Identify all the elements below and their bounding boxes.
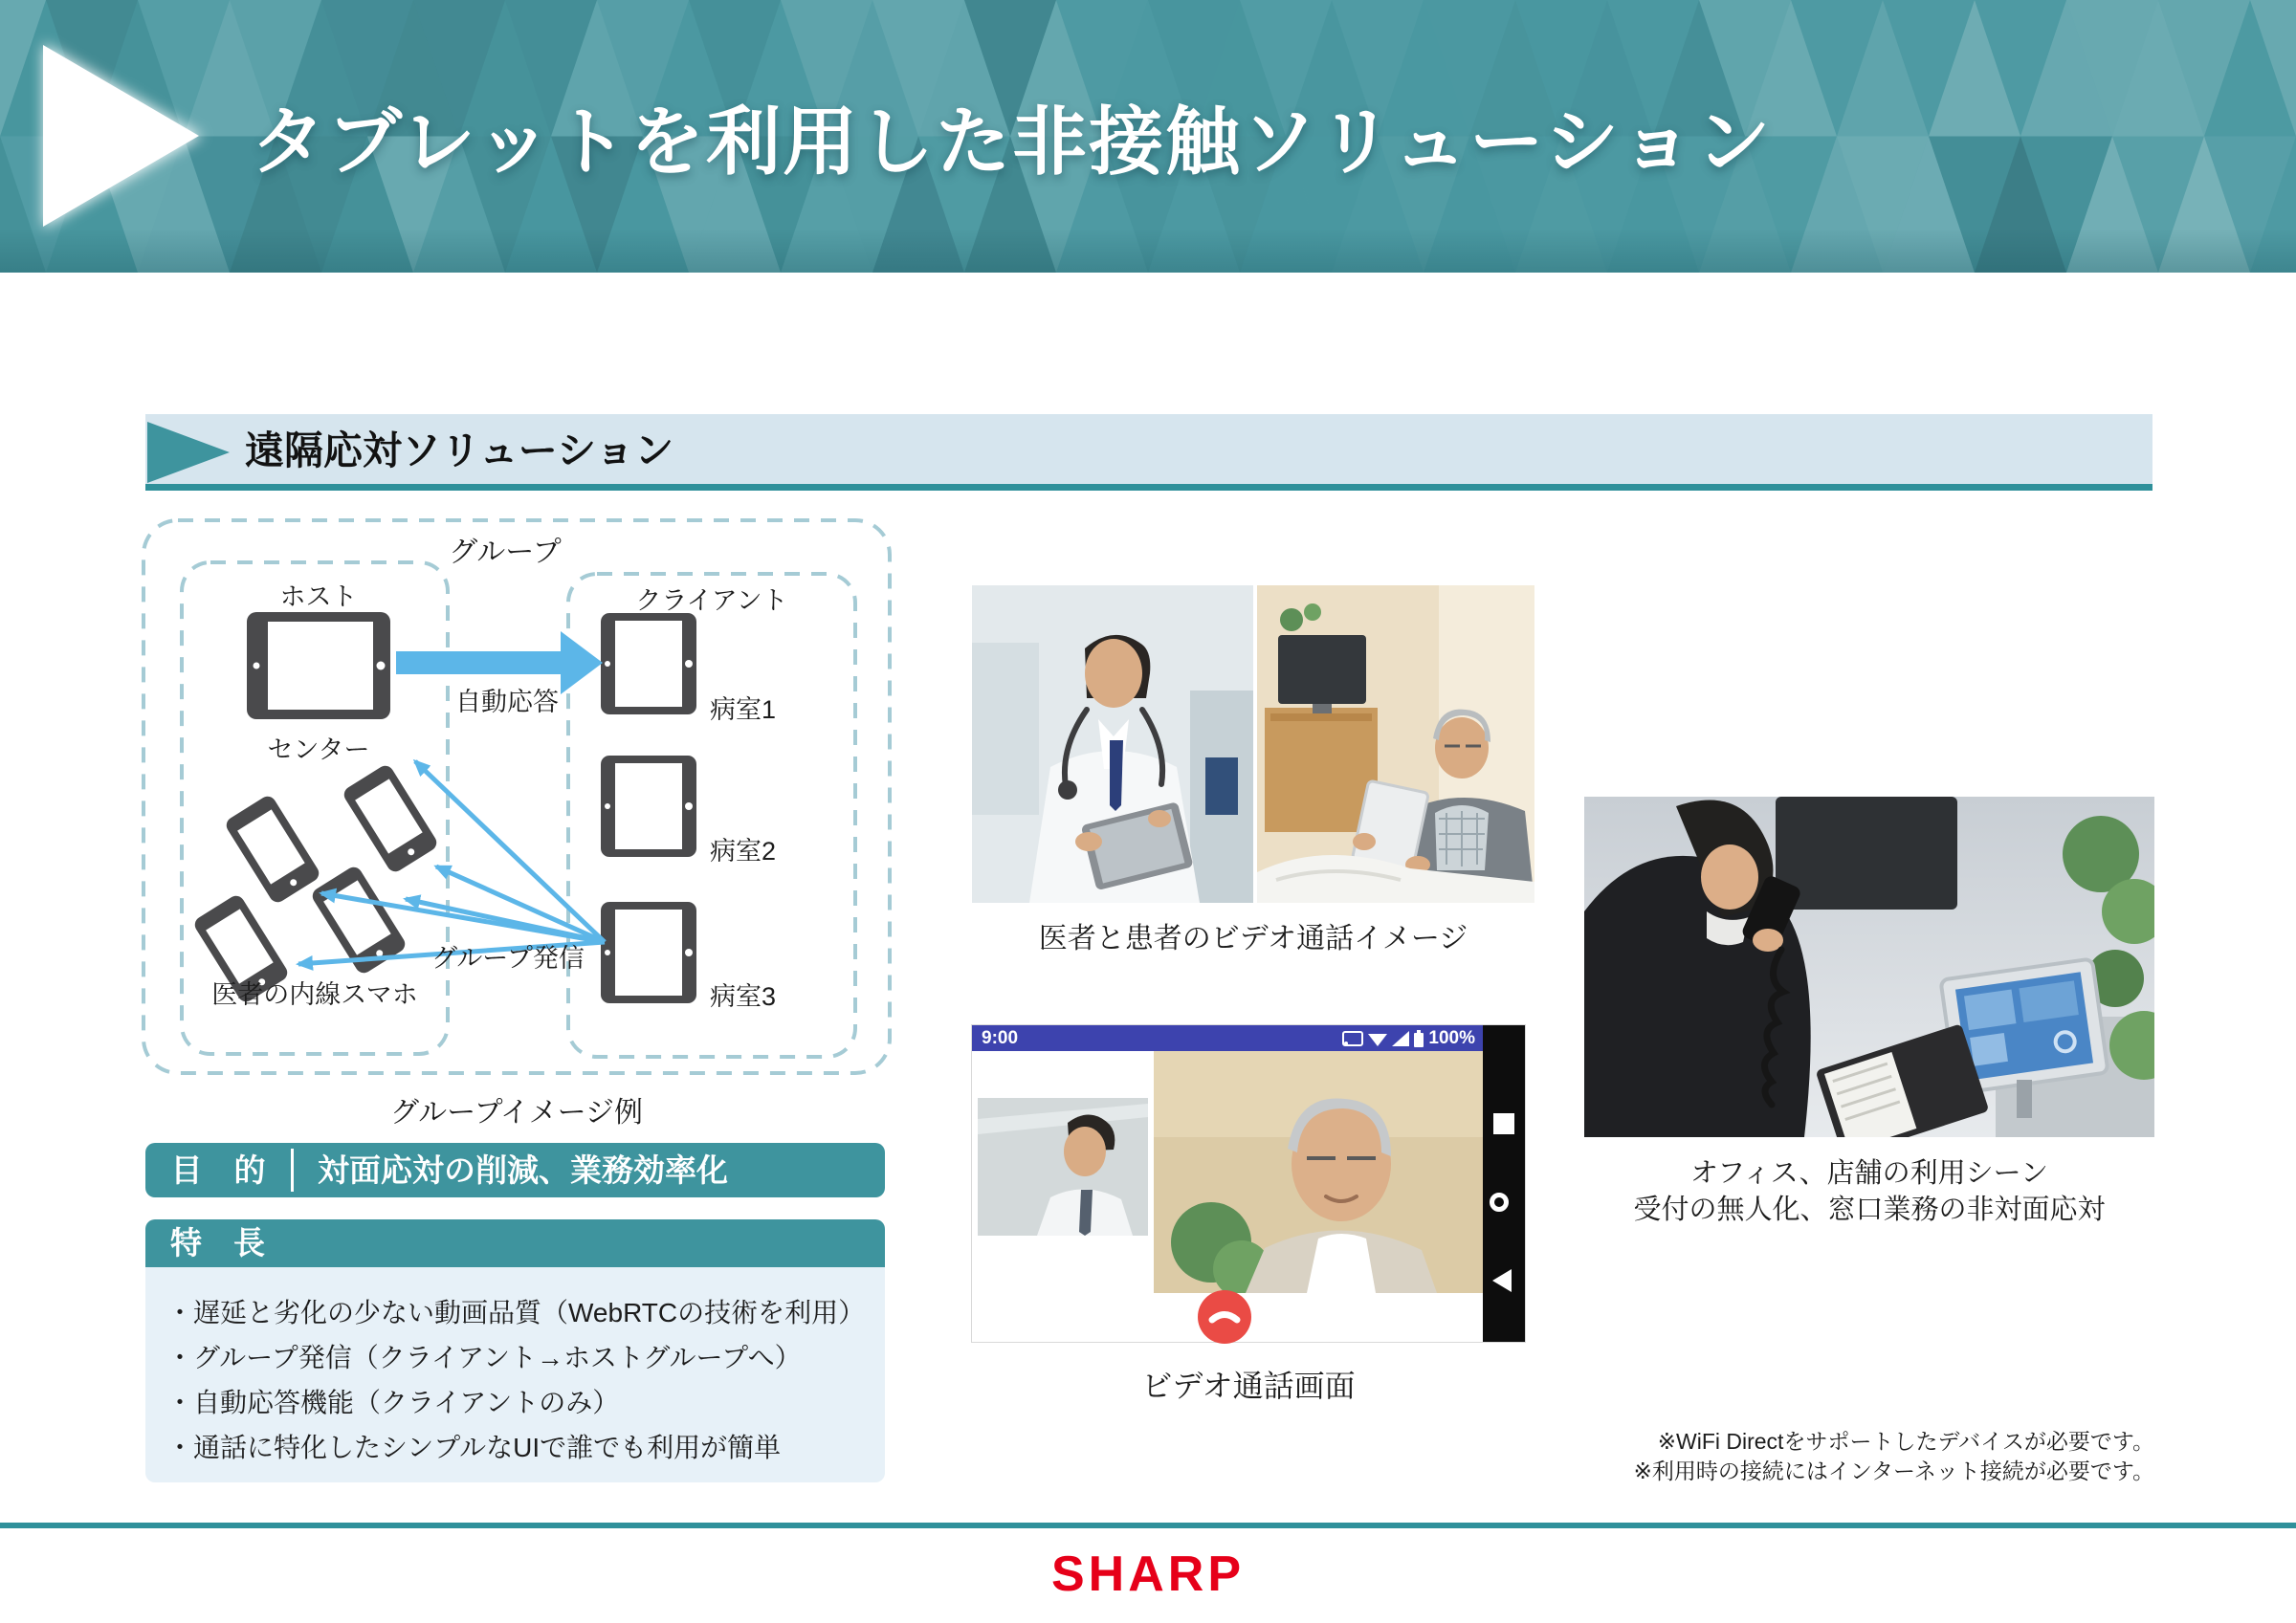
battery-icon [1414, 1030, 1424, 1047]
label-auto-answer: 自動応答 [455, 688, 559, 716]
label-group-call: グループ発信 [431, 944, 585, 973]
video-call-screenshot [972, 1025, 1525, 1342]
features-label: 特 長 [170, 1225, 265, 1261]
features-header [145, 1219, 885, 1267]
client-tablet-room2-icon [601, 756, 696, 857]
feature-item: ・自動応答機能（クライアントのみ） [166, 1388, 620, 1417]
footnotes [1580, 1427, 2154, 1486]
client-tablet-room3-icon [601, 902, 696, 1003]
play-arrow-icon [43, 45, 199, 227]
label-center: センター [267, 735, 370, 764]
feature-item: ・通話に特化したシンプルなUIで誰でも利用が簡単 [166, 1433, 782, 1462]
chevron-right-icon [147, 422, 230, 483]
back-triangle-icon[interactable] [1492, 1269, 1512, 1292]
phone-down-icon [1198, 1290, 1251, 1344]
patient-photo [1257, 585, 1534, 903]
battery-percentage: 100% [1428, 1028, 1475, 1048]
home-circle-icon[interactable] [1490, 1193, 1509, 1212]
purpose-label: 目 的 [170, 1152, 266, 1188]
android-nav-bar [1483, 1025, 1525, 1342]
purpose-bar [145, 1143, 885, 1197]
diagram-caption: グループイメージ例 [390, 1097, 643, 1129]
office-photo [1584, 797, 2154, 1137]
section-title: 遠隔応対ソリューション [245, 428, 674, 472]
label-client: クライアント [635, 586, 788, 615]
phone-status-bar [972, 1025, 1483, 1051]
end-call-button[interactable] [1198, 1290, 1251, 1344]
doctor-photo [972, 585, 1253, 903]
footnote-line: ※WiFi Directをサポートしたデバイスが必要です。 [1657, 1429, 2154, 1454]
status-time: 9:00 [982, 1028, 1019, 1048]
main-patient-video [1154, 1051, 1483, 1293]
client-tablet-room1-icon [601, 613, 696, 714]
feature-item: ・グループ発信（クライアント→ホストグループへ） [166, 1343, 802, 1372]
label-room1: 病室1 [710, 695, 777, 724]
label-group: グループ [449, 537, 562, 568]
footer-rule [0, 1523, 2296, 1528]
purpose-text: 対面応対の削減、業務効率化 [318, 1152, 728, 1188]
sharp-logo: SHARP [1050, 1546, 1246, 1602]
group-diagram [96, 516, 918, 1133]
label-host: ホスト [279, 582, 358, 611]
smartphone-icon [341, 762, 439, 874]
label-room2: 病室2 [710, 837, 777, 866]
features-panel [145, 1219, 885, 1482]
purpose-divider [291, 1149, 294, 1192]
header-shade [0, 229, 2296, 273]
features-body [145, 1267, 885, 1482]
screen-cast-icon [1342, 1030, 1363, 1047]
label-doctor-phones: 医者の内線スマホ [211, 980, 418, 1009]
footnote-line: ※利用時の接続にはインターネット接続が必要です。 [1633, 1459, 2154, 1483]
doctor-patient-caption: 医者と患者のビデオ通話イメージ [1038, 923, 1468, 954]
office-caption-line1: オフィス、店舗の利用シーン [1689, 1158, 2049, 1189]
office-caption-line2: 受付の無人化、窓口業務の非対面応対 [1633, 1195, 2106, 1225]
signal-icon [1392, 1031, 1409, 1046]
section-banner [145, 414, 2152, 491]
header-band [0, 0, 2296, 273]
remote-doctor-video [978, 1098, 1148, 1236]
page-title: タブレットを利用した非接触ソリューション [251, 99, 1773, 184]
smartphone-icon [223, 793, 321, 905]
feature-item: ・遅延と劣化の少ない動画品質（WebRTCの技術を利用） [166, 1298, 866, 1327]
video-call-caption: ビデオ通話画面 [1141, 1369, 1356, 1403]
host-tablet-icon [247, 612, 390, 719]
group-call-arrow [436, 866, 605, 942]
label-room3: 病室3 [710, 982, 777, 1011]
recents-square-icon[interactable] [1493, 1113, 1514, 1134]
wifi-icon [1368, 1031, 1387, 1046]
